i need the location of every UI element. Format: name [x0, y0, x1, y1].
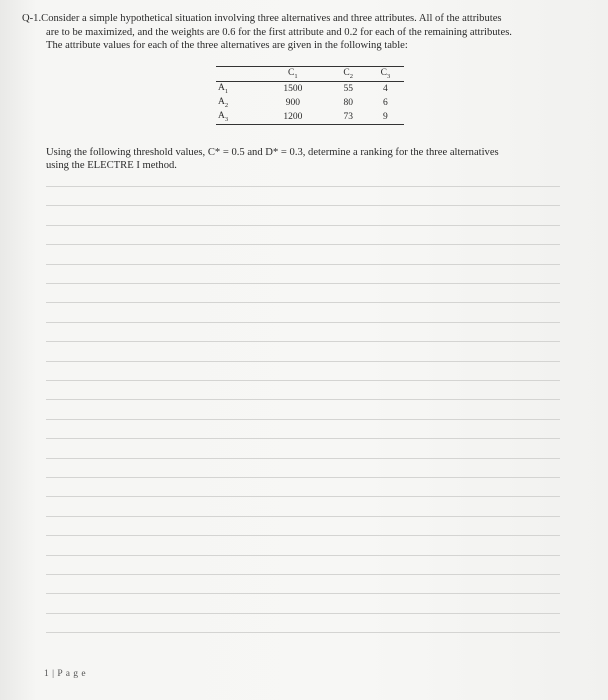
- answer-line: [46, 555, 560, 556]
- question-number: Q-1.: [22, 13, 42, 24]
- instructions-line-2: using the ELECTRE I method.: [46, 160, 177, 171]
- answer-line: [46, 574, 560, 575]
- answer-line: [46, 225, 560, 226]
- question-line-2: are to be maximized, and the weights are 0.6 for the first attribute and 0.2 for each of the remaining attributes.: [46, 26, 512, 38]
- answer-line: [46, 302, 560, 303]
- table-cell: 80: [343, 98, 353, 108]
- answer-line: [46, 186, 560, 187]
- answer-line: [46, 264, 560, 265]
- table-cell: 4: [383, 84, 388, 94]
- table-cell: 73: [330, 110, 367, 125]
- attribute-table: [216, 66, 404, 125]
- table-header-row: [216, 67, 404, 82]
- table-cell: 900: [285, 98, 300, 108]
- answer-line: [46, 380, 560, 381]
- col-header: $C_1$: [256, 67, 330, 82]
- answer-line: [46, 283, 560, 284]
- answer-line: [46, 593, 560, 594]
- col-header: $C_3$: [367, 67, 404, 82]
- page-footer: 1 | P a g e: [44, 669, 87, 679]
- answer-line: [46, 535, 560, 536]
- table-cell: 1500: [283, 84, 303, 94]
- table-cell: 9: [367, 110, 404, 125]
- answer-line: [46, 458, 560, 459]
- table-row: $A_2$ 900 80 6: [216, 96, 404, 110]
- instructions-line-1: Using the following threshold values, C* = 0.5 and D* = 0.3, determine a ranking for the three alternatives: [46, 147, 499, 158]
- question-line-3: The attribute values for each of the three alternatives are given in the following table:: [46, 40, 408, 51]
- answer-line: [46, 613, 560, 614]
- table-row: $A_1$ 1500 55 4: [216, 82, 404, 97]
- question-text: [22, 12, 582, 53]
- table-row: $A_3$ 1200 73 9: [216, 110, 404, 125]
- table-cell: 6: [383, 98, 388, 108]
- answer-line: [46, 322, 560, 323]
- answer-line: [46, 438, 560, 439]
- instructions: [46, 146, 586, 172]
- answer-line: [46, 477, 560, 478]
- answer-line: [46, 632, 560, 633]
- answer-line: [46, 496, 560, 497]
- answer-line: [46, 516, 560, 517]
- answer-line: [46, 205, 560, 206]
- answer-line: [46, 341, 560, 342]
- answer-line: [46, 244, 560, 245]
- question-line-1: Consider a simple hypothetical situation involving three alternatives and three attributes. All of the attributes: [41, 13, 502, 24]
- table-cell: 1200: [256, 110, 330, 125]
- answer-line: [46, 419, 560, 420]
- table-cell: 55: [343, 84, 353, 94]
- answer-line: [46, 399, 560, 400]
- answer-line: [46, 361, 560, 362]
- col-header: $C_2$: [330, 67, 367, 82]
